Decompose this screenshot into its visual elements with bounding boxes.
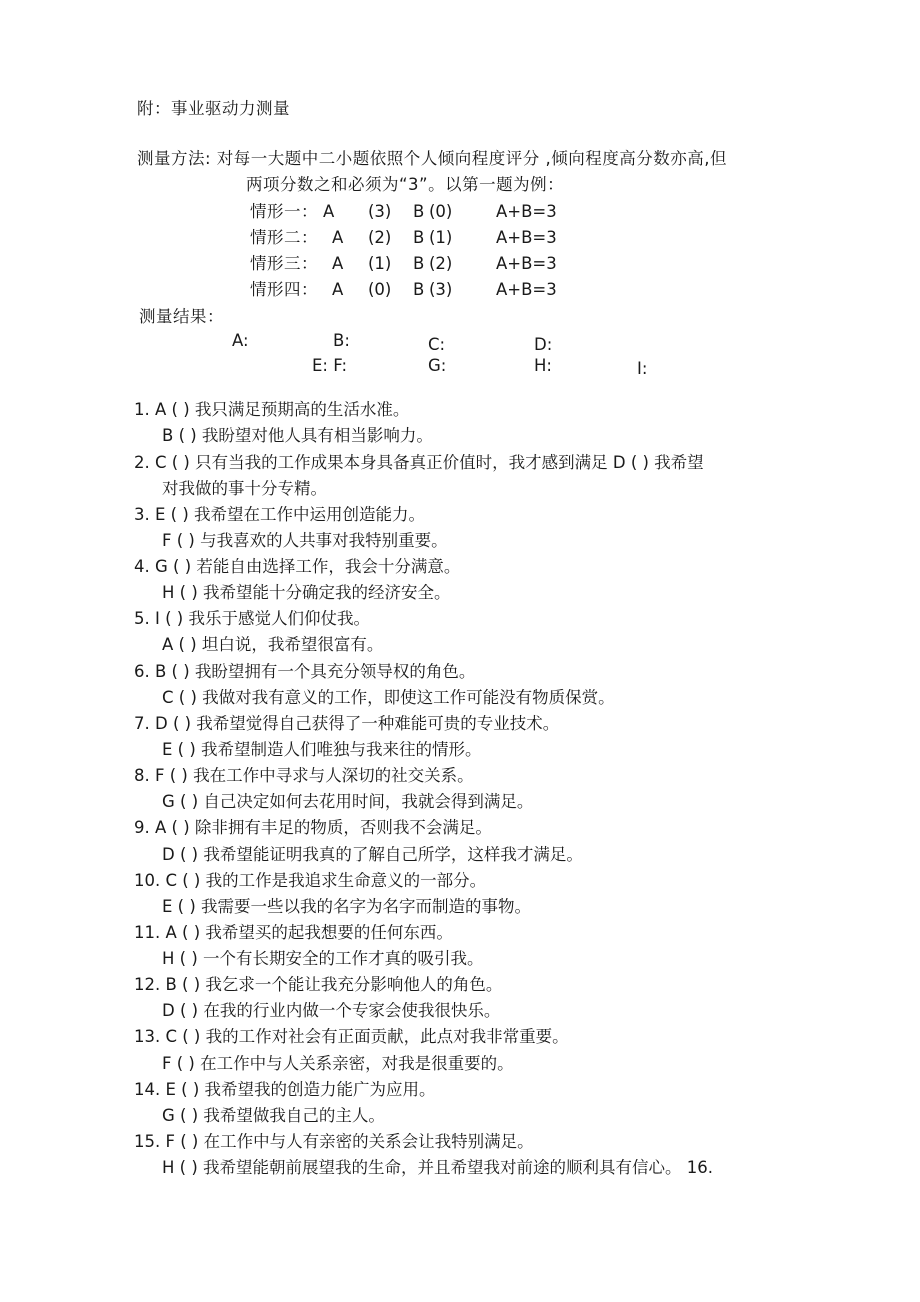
case-a: A (323, 202, 335, 221)
case-sum: A+B=3 (496, 280, 557, 299)
case-b: B (413, 228, 425, 247)
question-line: 2. C ( ) 只有当我的工作成果本身具备真正价值时，我才感到满足 D ( ) 我希望 (134, 453, 704, 472)
question-line: D ( ) 我希望能证明我真的了解自己所学，这样我才满足。 (162, 845, 583, 864)
question-line: 13. C ( ) 我的工作对社会有正面贡献，此点对我非常重要。 (134, 1027, 569, 1046)
question-line: H ( ) 一个有长期安全的工作才真的吸引我。 (162, 949, 484, 968)
question-line: E ( ) 我需要一些以我的名字为名字而制造的事物。 (162, 897, 532, 916)
result-b: B: (333, 331, 350, 350)
results-label: 测量结果： (139, 307, 224, 326)
question-line: 14. E ( ) 我希望我的创造力能广为应用。 (134, 1080, 436, 1099)
question-line: D ( ) 在我的行业内做一个专家会使我很快乐。 (162, 1001, 501, 1020)
case-sum: A+B=3 (496, 202, 557, 221)
question-line: 10. C ( ) 我的工作是我追求生命意义的一部分。 (134, 871, 487, 890)
question-line: A ( ) 坦白说，我希望很富有。 (162, 635, 384, 654)
case-b-value: (3) (429, 280, 453, 299)
result-i: I: (637, 359, 648, 378)
question-line: 7. D ( ) 我希望觉得自己获得了一种难能可贵的专业技术。 (134, 714, 560, 733)
question-line: G ( ) 自己决定如何去花用时间，我就会得到满足。 (162, 792, 534, 811)
case-a-value: (3) (368, 202, 392, 221)
case-label: 情形一： (250, 202, 318, 221)
result-g: G: (428, 356, 447, 375)
question-line: 8. F ( ) 我在工作中寻求与人深切的社交关系。 (134, 766, 474, 785)
question-line: 6. B ( ) 我盼望拥有一个具充分领导权的角色。 (134, 662, 476, 681)
case-b-value: (2) (429, 254, 453, 273)
question-line: F ( ) 与我喜欢的人共事对我特别重要。 (162, 531, 448, 550)
case-a: A (332, 280, 344, 299)
question-line: 9. A ( ) 除非拥有丰足的物质，否则我不会满足。 (134, 818, 492, 837)
case-a: A (332, 254, 344, 273)
case-b-value: (1) (429, 228, 453, 247)
result-c: C: (428, 335, 446, 354)
case-sum: A+B=3 (496, 228, 557, 247)
result-d: D: (534, 335, 553, 354)
question-line: H ( ) 我希望能十分确定我的经济安全。 (162, 583, 451, 602)
case-b: B (413, 280, 425, 299)
case-a: A (332, 228, 344, 247)
question-line: C ( ) 我做对我有意义的工作，即使这工作可能没有物质保赏。 (162, 688, 615, 707)
question-line: 12. B ( ) 我乞求一个能让我充分影响他人的角色。 (134, 975, 503, 994)
question-line: 1. A ( ) 我只满足预期高的生活水准。 (134, 400, 410, 419)
question-line: 3. E ( ) 我希望在工作中运用创造能力。 (134, 505, 426, 524)
case-label: 情形四： (250, 280, 318, 299)
question-line: G ( ) 我希望做我自己的主人。 (162, 1106, 385, 1125)
case-b: B (413, 254, 425, 273)
result-ef: E: F: (312, 356, 347, 375)
case-b-value: (0) (429, 202, 453, 221)
question-line: 4. G ( ) 若能自由选择工作，我会十分满意。 (134, 557, 461, 576)
case-sum: A+B=3 (496, 254, 557, 273)
result-a: A: (232, 331, 249, 350)
case-b: B (413, 202, 425, 221)
document-title: 附：事业驱动力测量 (137, 99, 290, 118)
case-a-value: (1) (368, 254, 392, 273)
case-label: 情形三： (250, 254, 318, 273)
question-line: 11. A ( ) 我希望买的起我想要的任何东西。 (134, 923, 453, 942)
question-line: H ( ) 我希望能朝前展望我的生命，并且希望我对前途的顺利具有信心。 16. (162, 1158, 714, 1177)
method-line-1: 测量方法: 对每一大题中二小题依照个人倾向程度评分 ,倾向程度高分数亦高,但 (137, 149, 728, 168)
case-a-value: (2) (368, 228, 392, 247)
question-line: F ( ) 在工作中与人关系亲密，对我是很重要的。 (162, 1054, 514, 1073)
method-line-2: 两项分数之和必须为“3”。以第一题为例： (246, 175, 565, 194)
case-label: 情形二： (250, 228, 318, 247)
question-line: B ( ) 我盼望对他人具有相当影响力。 (162, 426, 433, 445)
question-line: E ( ) 我希望制造人们唯独与我来往的情形。 (162, 740, 482, 759)
question-line: 对我做的事十分专精。 (162, 479, 327, 498)
question-line: 15. F ( ) 在工作中与人有亲密的关系会让我特别满足。 (134, 1132, 534, 1151)
result-h: H: (534, 356, 552, 375)
question-line: 5. I ( ) 我乐于感觉人们仰仗我。 (134, 609, 370, 628)
case-a-value: (0) (368, 280, 392, 299)
